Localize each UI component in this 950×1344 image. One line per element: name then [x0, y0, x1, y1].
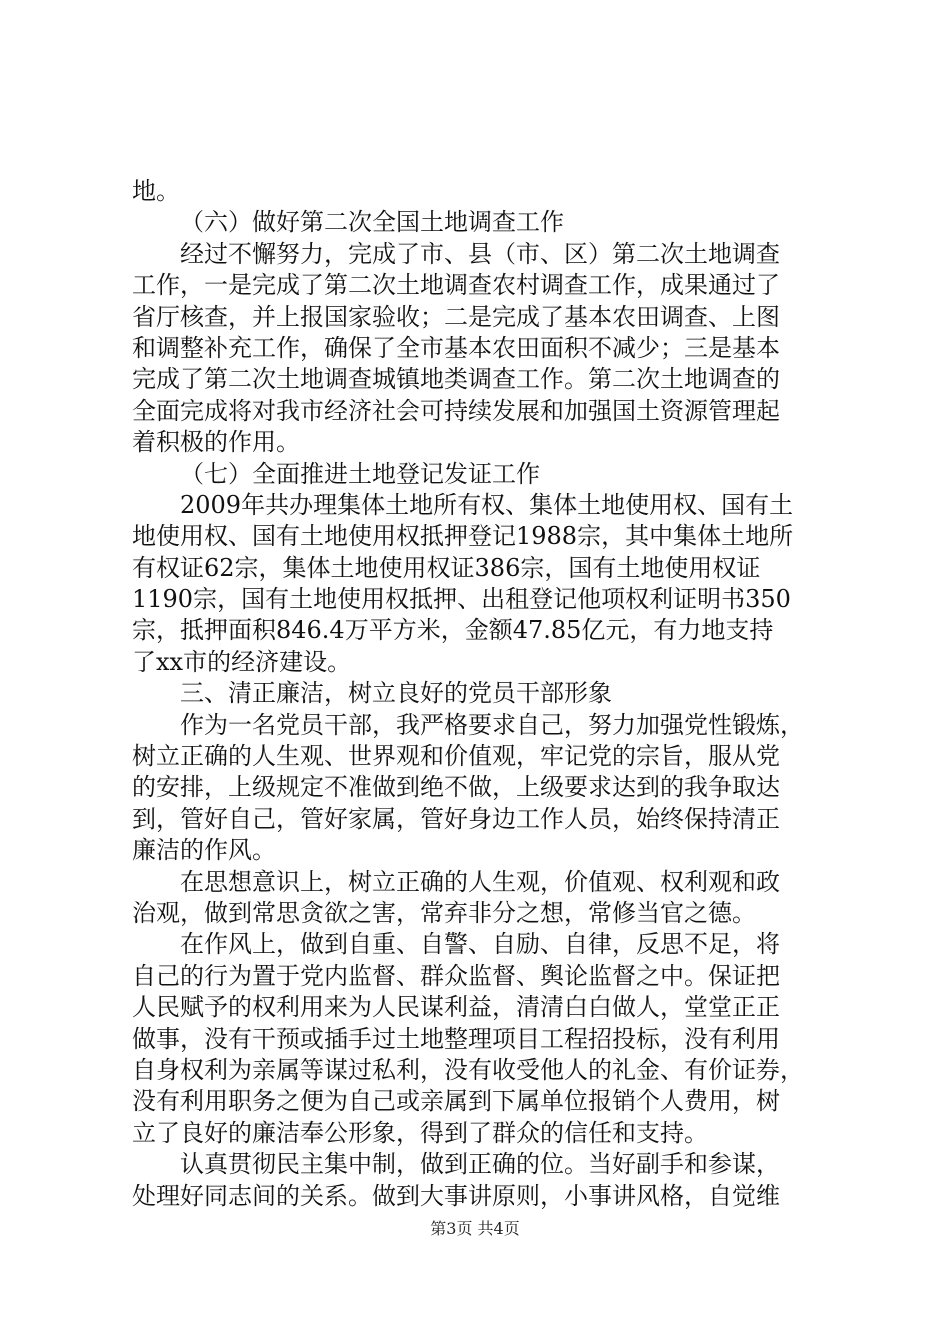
- text-line: 做事，没有干预或插手过土地整理项目工程招投标，没有利用: [132, 1024, 780, 1053]
- text-line: （六）做好第二次全国土地调查工作: [180, 208, 564, 237]
- text-line: 自己的行为置于党内监督、群众监督、舆论监督之中。保证把: [132, 961, 780, 990]
- text-line: 省厅核查，并上报国家验收；二是完成了基本农田调查、上图: [132, 302, 780, 331]
- text-line: 树立正确的人生观、世界观和价值观，牢记党的宗旨，服从党: [132, 742, 780, 771]
- text-line: （七）全面推进土地登记发证工作: [180, 459, 540, 488]
- text-line: 人民赋予的权利用来为人民谋利益，清清白白做人，堂堂正正: [132, 993, 780, 1022]
- text-line: 着积极的作用。: [132, 428, 300, 457]
- text-line: 经过不懈努力，完成了市、县（市、区）第二次土地调查: [180, 239, 780, 268]
- text-line: 全面完成将对我市经济社会可持续发展和加强国土资源管理起: [132, 396, 780, 425]
- text-line: 地使用权、国有土地使用权抵押登记1988宗，其中集体土地所: [132, 522, 794, 551]
- text-line: 的安排，上级规定不准做到绝不做，上级要求达到的我争取达: [132, 773, 780, 802]
- text-line: 了xx市的经济建设。: [132, 647, 352, 676]
- text-line: 到，管好自己，管好家属，管好身边工作人员，始终保持清正: [132, 804, 780, 833]
- text-line: 没有利用职务之便为自己或亲属到下属单位报销个人费用，树: [132, 1087, 780, 1116]
- text-line: 认真贯彻民主集中制，做到正确的位。当好副手和参谋，: [180, 1150, 780, 1179]
- text-line: 在思想意识上，树立正确的人生观，价值观、权利观和政: [180, 867, 780, 896]
- text-line: 治观，做到常思贪欲之害，常弃非分之想，常修当官之德。: [132, 898, 756, 927]
- text-line: 廉洁的作风。: [132, 836, 276, 865]
- text-line: 自身权利为亲属等谋过私利，没有收受他人的礼金、有价证券，: [132, 1055, 804, 1084]
- text-line: 2009年共办理集体土地所有权、集体土地使用权、国有土: [180, 490, 794, 519]
- text-line: 宗，抵押面积846.4万平方米，金额47.85亿元，有力地支持: [132, 616, 774, 645]
- text-line: 和调整补充工作，确保了全市基本农田面积不减少；三是基本: [132, 333, 780, 362]
- text-line: 立了良好的廉洁奉公形象，得到了群众的信任和支持。: [132, 1118, 708, 1147]
- text-line: 三、清正廉洁，树立良好的党员干部形象: [180, 679, 612, 708]
- document-body: [132, 176, 832, 1212]
- text-line: 地。: [132, 177, 180, 205]
- text-line: 1190宗，国有土地使用权抵押、出租登记他项权利证明书350: [132, 585, 791, 614]
- text-line: 在作风上，做到自重、自警、自励、自律，反思不足，将: [180, 930, 780, 959]
- page-footer: [0, 1216, 950, 1239]
- text-line: 处理好同志间的关系。做到大事讲原则，小事讲风格，自觉维: [132, 1181, 780, 1210]
- text-line: 有权证62宗，集体土地使用权证386宗，国有土地使用权证: [132, 553, 761, 582]
- text-line: 工作，一是完成了第二次土地调查农村调查工作，成果通过了: [132, 271, 780, 300]
- text-line: 作为一名党员干部，我严格要求自己，努力加强党性锻炼，: [180, 710, 804, 739]
- text-line: 完成了第二次土地调查城镇地类调查工作。第二次土地调查的: [132, 365, 780, 394]
- page-number-label: 第3页 共4页: [430, 1219, 520, 1238]
